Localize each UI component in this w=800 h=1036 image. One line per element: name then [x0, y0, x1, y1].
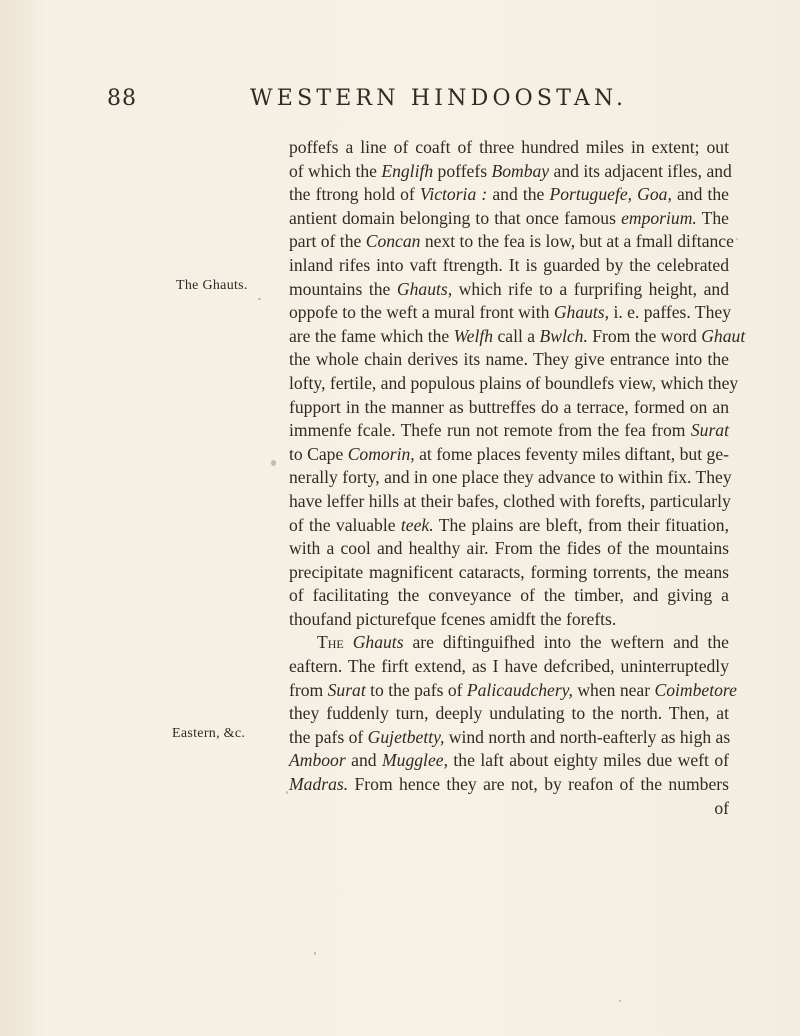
- text-line: [289, 679, 737, 703]
- text-line: [289, 537, 729, 561]
- text-run: the whole chain derives its name. They give entrance into the: [289, 349, 729, 370]
- text-line: [289, 254, 729, 278]
- text-run: thoufand picturefque fcenes amidft the forefts.: [289, 608, 617, 629]
- text-line: [289, 749, 729, 773]
- text-line: [289, 490, 729, 514]
- text-run: are the fame which the: [289, 325, 454, 346]
- text-run: oppofe to the weft a mural front with: [289, 302, 554, 323]
- italic-term: Victoria :: [419, 184, 488, 205]
- text-run: the laft about eighty miles due weft of: [447, 750, 729, 771]
- text-run: i. e. paffes. They: [609, 302, 732, 323]
- text-run: which rife to a furprifing height, and: [452, 278, 729, 299]
- page-number: 88: [107, 86, 137, 111]
- text-line: [289, 561, 729, 585]
- paper-speck: [271, 460, 276, 466]
- text-run: fupport in the manner as buttreffes do a terrace, formed on an: [289, 396, 729, 417]
- text-line: [289, 631, 729, 655]
- italic-term: Coimbetore: [654, 679, 737, 700]
- text-run: The: [696, 207, 729, 228]
- text-line: [289, 160, 732, 184]
- italic-term: teek.: [400, 514, 434, 535]
- text-run: precipitate magnificent cataracts, forming torrents, the means: [289, 561, 729, 582]
- text-run: lofty, fertile, and populous plains of boundlefs view, which they: [289, 372, 739, 393]
- italic-term: Bombay: [491, 160, 550, 181]
- text-run: have leffer hills at their bafes, clothed with forefts, particularly: [289, 490, 731, 511]
- italic-term: Portuguefe, Goa,: [549, 184, 672, 205]
- italic-term: Mugglee,: [382, 750, 448, 771]
- text-run: are diftinguifhed into the weftern and the: [403, 632, 729, 653]
- text-line: [289, 419, 729, 443]
- body-text: [289, 136, 746, 820]
- text-line: [289, 514, 729, 538]
- paragraph-ghauts: [289, 136, 746, 631]
- text-run: to Cape: [289, 443, 348, 464]
- text-run: The plains are bleft, from their fituation,: [433, 514, 729, 535]
- paper-speck: [314, 952, 316, 955]
- margin-note-ghauts: The Ghauts.: [176, 278, 248, 293]
- italic-term: Ghauts,: [553, 302, 610, 323]
- paper-speck: [258, 298, 261, 300]
- catchword-line: [289, 797, 729, 821]
- page-header: [0, 86, 800, 116]
- paper-speck: [286, 791, 288, 794]
- italic-term: Amboor: [289, 750, 346, 771]
- text-run: and its adjacent ifles, and: [549, 160, 732, 181]
- text-run: the pafs of: [289, 726, 368, 747]
- text-line: [289, 348, 729, 372]
- text-run: and the: [487, 184, 550, 205]
- text-run: from: [289, 679, 328, 700]
- text-run: they fuddenly turn, deeply undulating to the north. Then, at: [289, 703, 729, 724]
- running-head: WESTERN HINDOOSTAN.: [250, 86, 628, 111]
- text-run: the ftrong hold of: [289, 184, 420, 205]
- text-run: immenfe fcale. Thefe run not remote from the fea from: [289, 420, 691, 441]
- text-line: [289, 230, 734, 254]
- italic-term: emporium.: [621, 207, 697, 228]
- text-run: eaftern. The firft extend, as I have defcribed, uninterruptedly: [289, 656, 729, 677]
- text-run: nerally forty, and in one place they advance to within fix. They: [289, 467, 732, 488]
- text-line: [289, 608, 729, 632]
- text-run: poffefs a line of coaft of three hundred miles in extent; out: [289, 137, 729, 157]
- small-caps-word: The: [317, 632, 344, 653]
- text-run: inland rifes into vaft ftrength. It is guarded by the celebrated: [289, 254, 729, 275]
- paper-speck: [619, 1000, 621, 1002]
- text-run: From the word: [587, 325, 702, 346]
- text-run: and: [345, 750, 383, 771]
- text-line: [289, 278, 729, 302]
- text-line: [289, 773, 729, 797]
- catchword: of: [714, 797, 729, 818]
- italic-term: Ghaut: [701, 325, 746, 346]
- text-run: when near: [572, 679, 655, 700]
- text-run: poffefs: [433, 160, 492, 181]
- text-run: mountains the: [289, 278, 397, 299]
- text-run: with a cool and healthy air. From the fides of the mountains: [289, 538, 729, 559]
- text-run: and the: [671, 184, 729, 205]
- text-run: part of the: [289, 231, 366, 252]
- italic-term: Concan: [365, 231, 421, 252]
- text-line: [289, 136, 729, 160]
- text-line: [289, 325, 746, 349]
- italic-term: Palicaudchery,: [466, 679, 573, 700]
- text-run: next to the fea is low, but at a fmall diftance: [420, 231, 734, 252]
- text-run: of which the: [289, 160, 382, 181]
- italic-term: Ghauts: [352, 632, 404, 653]
- text-line: [289, 443, 729, 467]
- text-line: [289, 466, 732, 490]
- italic-term: Ghauts,: [396, 278, 453, 299]
- text-line: [289, 655, 729, 679]
- text-line: [289, 372, 739, 396]
- paragraph-eastern: [289, 631, 737, 820]
- text-line: [289, 584, 729, 608]
- italic-term: Welfh: [453, 325, 494, 346]
- text-run: at fome places feventy miles diftant, but ge-: [414, 443, 729, 464]
- text-line: [289, 207, 729, 231]
- italic-term: Comorin,: [347, 443, 415, 464]
- italic-term: Englifh: [381, 160, 434, 181]
- text-run: of the valuable: [289, 514, 401, 535]
- italic-term: Surat: [327, 679, 366, 700]
- italic-term: Gujetbetty,: [367, 726, 445, 747]
- text-line: [289, 702, 729, 726]
- text-line: [289, 726, 729, 750]
- text-run: call a: [493, 325, 540, 346]
- text-run: to the pafs of: [365, 679, 467, 700]
- italic-term: Madras.: [289, 774, 349, 795]
- text-line: [289, 396, 729, 420]
- text-run: antient domain belonging to that once famous: [289, 207, 622, 228]
- italic-term: Bwlch.: [539, 325, 588, 346]
- margin-note-eastern: Eastern, &c.: [172, 726, 246, 741]
- italic-term: Surat: [690, 420, 729, 441]
- paper-speck: [736, 238, 738, 240]
- text-run: wind north and north-eafterly as high as: [444, 726, 731, 747]
- text-line: [289, 183, 729, 207]
- text-run: of facilitating the conveyance of the timber, and giving a: [289, 585, 729, 606]
- text-line: [289, 301, 732, 325]
- text-run: From hence they are not, by reafon of the numbers: [348, 774, 729, 795]
